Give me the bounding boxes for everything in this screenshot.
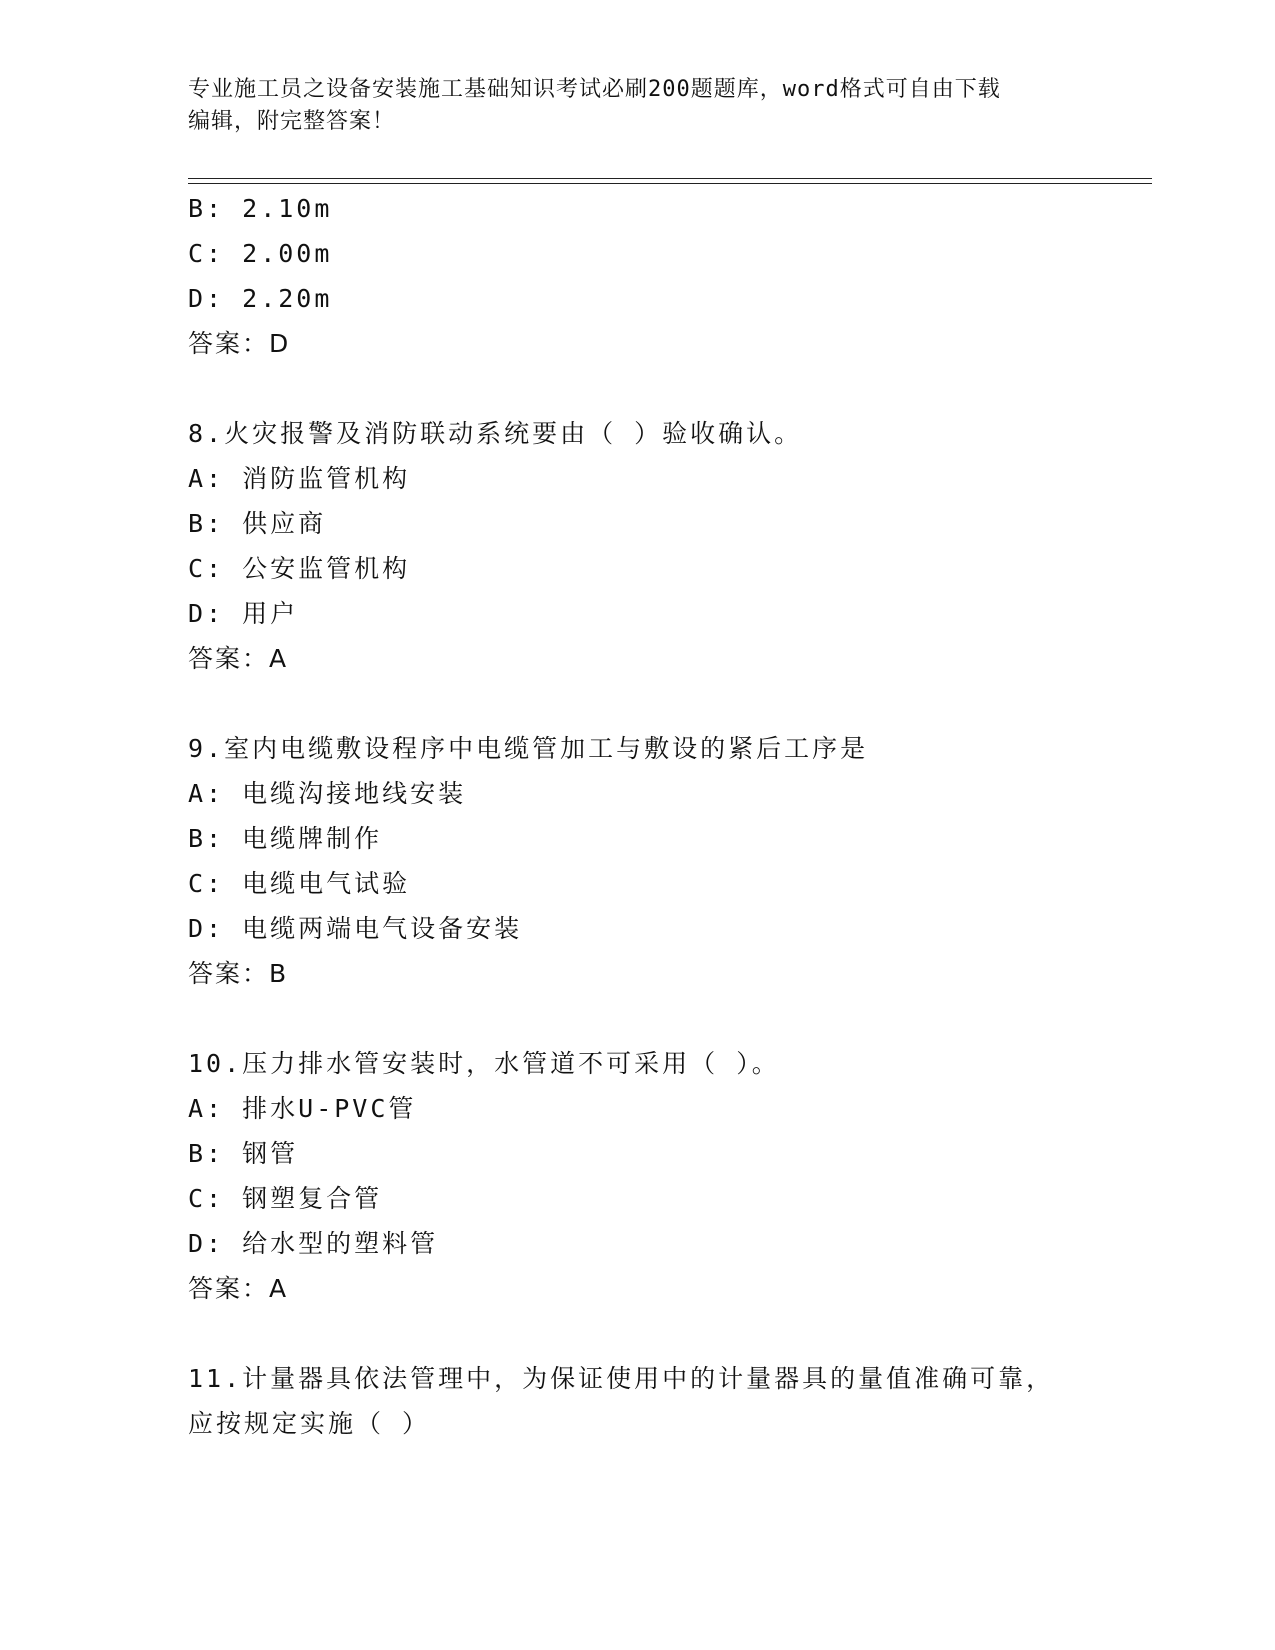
document-header: [188, 74, 1088, 138]
q8-option-c: C: 公安监管机构: [188, 554, 411, 583]
q10-option-d: D: 给水型的塑料管: [188, 1229, 439, 1258]
header-rule-top: [188, 178, 1152, 179]
q8-question: 8.火灾报警及消防联动系统要由（ ）验收确认。: [188, 419, 803, 448]
q7-answer: 答案：D: [188, 329, 291, 358]
q9-answer: 答案：B: [188, 959, 289, 988]
q10-option-b: B: 钢管: [188, 1139, 299, 1168]
q9-question: 9.室内电缆敷设程序中电缆管加工与敷设的紧后工序是: [188, 734, 869, 763]
q9-option-c: C: 电缆电气试验: [188, 869, 411, 898]
q7-option-c: C: 2.00m: [188, 239, 333, 268]
q7-option-b: B: 2.10m: [188, 194, 333, 223]
q10-question: 10.压力排水管安装时，水管道不可采用（ ）。: [188, 1049, 780, 1078]
q10-option-a: A: 排水U-PVC管: [188, 1094, 417, 1123]
q10-option-c: C: 钢塑复合管: [188, 1184, 383, 1213]
q9-option-b: B: 电缆牌制作: [188, 824, 383, 853]
header-line-1: 专业施工员之设备安装施工基础知识考试必刷200题题库，word格式可自由下载: [188, 77, 1001, 102]
q10-answer: 答案：A: [188, 1274, 289, 1303]
q8-option-b: B: 供应商: [188, 509, 327, 538]
header-rule-bottom: [188, 183, 1152, 184]
q8-option-a: A: 消防监管机构: [188, 464, 411, 493]
q9-option-d: D: 电缆两端电气设备安装: [188, 914, 523, 943]
header-line-2: 编辑，附完整答案！: [188, 109, 396, 134]
q8-answer: 答案：A: [188, 644, 289, 673]
q11-question-line-2: 应按规定实施（ ）: [188, 1409, 431, 1438]
q9-option-a: A: 电缆沟接地线安装: [188, 779, 467, 808]
q8-option-d: D: 用户: [188, 599, 299, 628]
q7-option-d: D: 2.20m: [188, 284, 333, 313]
q11-question-line-1: 11.计量器具依法管理中，为保证使用中的计量器具的量值准确可靠，: [188, 1364, 1055, 1393]
